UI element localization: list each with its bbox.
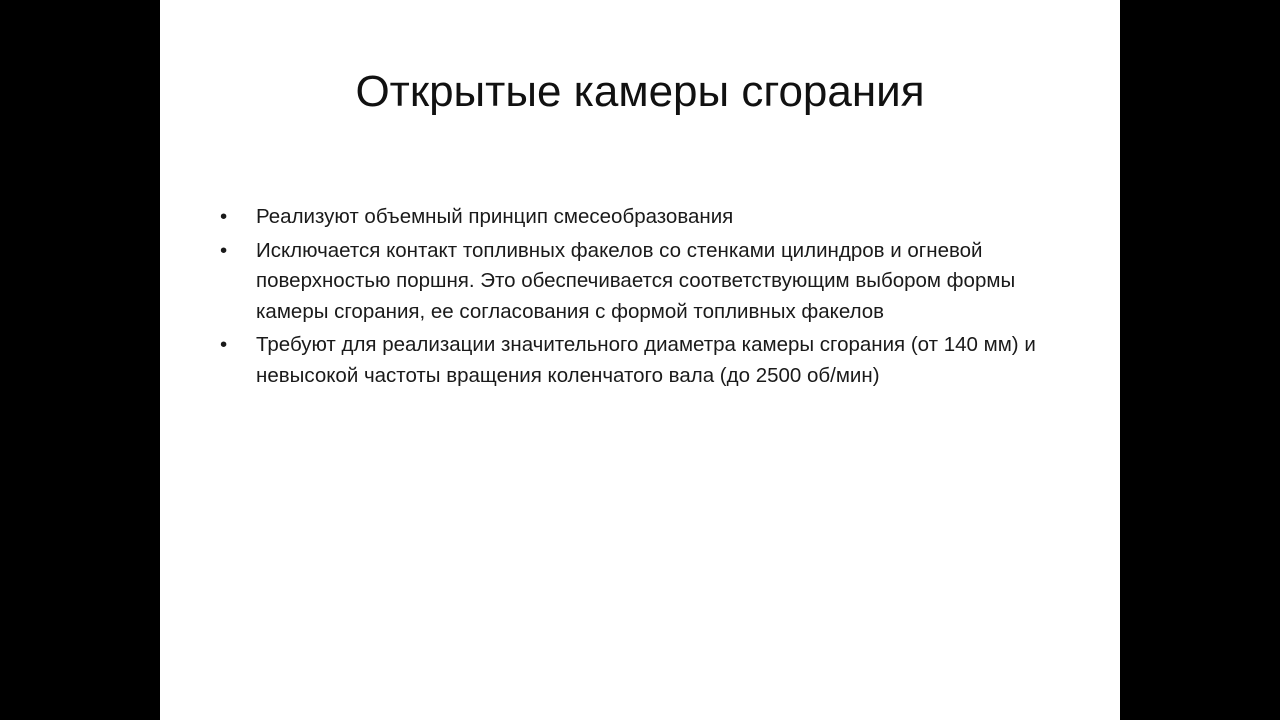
list-item xyxy=(220,330,1060,391)
bullet-point-icon: • xyxy=(220,333,228,356)
bullet-text: Исключается контакт топливных факелов со стенками цилиндров и огневой поверхностью поршня. Это обеспечивается соответствующим выбором формы камеры сгорания, ее согласования с формой топливных факелов xyxy=(256,238,1016,323)
slide-title: Открытые камеры сгорания xyxy=(355,67,925,116)
list-item xyxy=(220,236,1060,328)
bullet-list xyxy=(220,202,1060,394)
bullet-text: Реализуют объемный принцип смесеобразования xyxy=(256,205,734,228)
presentation-slide xyxy=(160,0,1120,720)
bullet-point-icon: • xyxy=(220,205,228,228)
bullet-point-icon: • xyxy=(220,238,228,262)
list-item xyxy=(220,202,1060,233)
bullet-text: Требуют для реализации значительного диаметра камеры сгорания (от 140 мм) и невысокой частоты вращения коленчатого вала (до 2500 об/мин) xyxy=(256,333,1036,387)
